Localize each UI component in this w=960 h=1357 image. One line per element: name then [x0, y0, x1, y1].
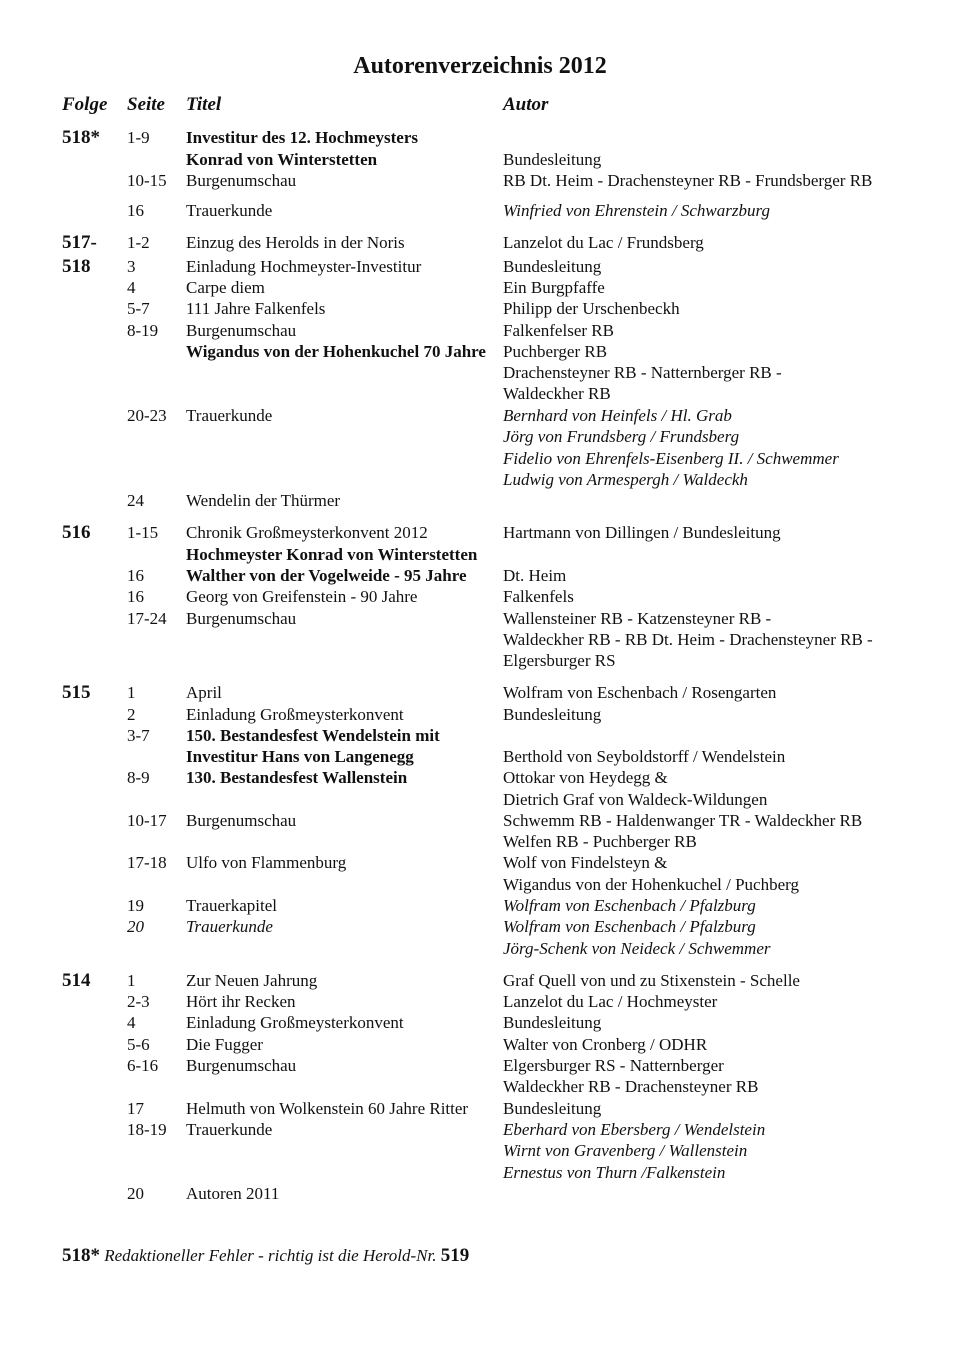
cell-seite: 3: [127, 257, 136, 276]
cell-seite: 1-2: [127, 233, 150, 252]
cell-titel: Einladung Großmeysterkonvent: [186, 1013, 404, 1032]
table-row: [0, 544, 960, 565]
cell-seite: 6-16: [127, 1056, 159, 1075]
header-titel: Titel: [186, 94, 222, 115]
cell-seite: 20: [127, 1184, 144, 1203]
cell-autor: Ernestus von Thurn /Falkenstein: [503, 1163, 726, 1182]
cell-titel: Wendelin der Thürmer: [186, 491, 341, 510]
cell-seite: 1: [127, 683, 136, 702]
cell-folge: 517-: [62, 232, 97, 253]
table-row: [0, 789, 960, 810]
cell-titel: Georg von Greifenstein - 90 Jahre: [186, 587, 418, 606]
cell-autor: Fidelio von Ehrenfels-Eisenberg II. / Schwemmer: [503, 449, 839, 468]
cell-titel: Trauerkunde: [186, 201, 273, 220]
cell-seite: 1: [127, 971, 136, 990]
table-row: [0, 522, 960, 543]
cell-autor: Elgersburger RS: [503, 651, 616, 670]
footnote-marker: 518*: [62, 1245, 100, 1266]
cell-autor: RB Dt. Heim - Drachensteyner RB - Frundsberger RB: [503, 171, 873, 190]
cell-titel: Burgenumschau: [186, 1056, 297, 1075]
table-row: [0, 256, 960, 277]
cell-seite: 2-3: [127, 992, 150, 1011]
table-row: [0, 767, 960, 788]
table-row: [0, 1183, 960, 1204]
cell-seite: 1-9: [127, 128, 150, 147]
cell-titel: Burgenumschau: [186, 811, 297, 830]
table-row: [0, 362, 960, 383]
table-row: [0, 1034, 960, 1055]
cell-autor: Jörg von Frundsberg / Frundsberg: [503, 427, 740, 446]
cell-autor: Graf Quell von und zu Stixenstein - Schelle: [503, 971, 800, 990]
cell-titel: Walther von der Vogelweide - 95 Jahre: [186, 566, 467, 585]
cell-titel: Ulfo von Flammenburg: [186, 853, 347, 872]
table-row: [0, 1162, 960, 1183]
cell-titel: Hochmeyster Konrad von Winterstetten: [186, 545, 478, 564]
table-row: [0, 170, 960, 191]
cell-titel: Die Fugger: [186, 1035, 263, 1054]
cell-seite: 16: [127, 566, 144, 585]
cell-autor: Lanzelot du Lac / Hochmeyster: [503, 992, 718, 1011]
table-row: [0, 1098, 960, 1119]
cell-seite: 3-7: [127, 726, 150, 745]
table-row: [0, 127, 960, 148]
table-row: [0, 1055, 960, 1076]
cell-titel: April: [186, 683, 222, 702]
cell-autor: Waldeckher RB - Drachensteyner RB: [503, 1077, 759, 1096]
table-row: [0, 1012, 960, 1033]
cell-autor: Wirnt von Gravenberg / Wallenstein: [503, 1141, 748, 1160]
table-row: [0, 426, 960, 447]
cell-titel: Helmuth von Wolkenstein 60 Jahre Ritter: [186, 1099, 469, 1118]
cell-autor: Welfen RB - Puchberger RB: [503, 832, 697, 851]
table-row: [0, 320, 960, 341]
table-row: [0, 608, 960, 629]
table-row: [0, 565, 960, 586]
cell-seite: 4: [127, 1013, 136, 1032]
cell-autor: Waldeckher RB - RB Dt. Heim - Drachensteyner RB -: [503, 630, 873, 649]
cell-autor: Hartmann von Dillingen / Bundesleitung: [503, 523, 781, 542]
table-row: [0, 970, 960, 991]
cell-autor: Puchberger RB: [503, 342, 608, 361]
cell-folge: 515: [62, 682, 91, 703]
cell-folge: 516: [62, 522, 91, 543]
table-row: [0, 341, 960, 362]
cell-autor: Ludwig von Armespergh / Waldeckh: [503, 470, 748, 489]
cell-titel: Trauerkapitel: [186, 896, 277, 915]
cell-autor: Waldeckher RB: [503, 384, 611, 403]
cell-autor: Bernhard von Heinfels / Hl. Grab: [503, 406, 732, 425]
cell-autor: Bundesleitung: [503, 1099, 602, 1118]
cell-seite: 1-15: [127, 523, 159, 542]
cell-autor: Wolf von Findelsteyn &: [503, 853, 668, 872]
cell-autor: Winfried von Ehrenstein / Schwarzburg: [503, 201, 770, 220]
cell-titel: Einladung Hochmeyster-Investitur: [186, 257, 422, 276]
cell-autor: Wallensteiner RB - Katzensteyner RB -: [503, 609, 772, 628]
cell-titel: Burgenumschau: [186, 321, 297, 340]
table-row: [0, 650, 960, 671]
cell-titel: 130. Bestandesfest Wallenstein: [186, 768, 408, 787]
cell-autor: Jörg-Schenk von Neideck / Schwemmer: [503, 939, 771, 958]
cell-folge: 518: [62, 256, 91, 277]
table-row: [0, 991, 960, 1012]
cell-seite: 10-17: [127, 811, 167, 830]
table-row: [0, 916, 960, 937]
cell-titel: Konrad von Winterstetten: [186, 150, 378, 169]
cell-seite: 19: [127, 896, 144, 915]
cell-autor: Drachensteyner RB - Natternberger RB -: [503, 363, 782, 382]
cell-seite: 17-24: [127, 609, 167, 628]
page-title: Autorenverzeichnis 2012: [353, 53, 607, 79]
header-folge: Folge: [62, 94, 108, 115]
cell-titel: Investitur des 12. Hochmeysters: [186, 128, 418, 147]
cell-titel: Autoren 2011: [186, 1184, 280, 1203]
table-row: [0, 704, 960, 725]
table-row: [0, 490, 960, 511]
header-autor: Autor: [503, 94, 549, 115]
table-row: [0, 629, 960, 650]
cell-titel: Trauerkunde: [186, 917, 273, 936]
table-row: [0, 810, 960, 831]
cell-autor: Wolfram von Eschenbach / Pfalzburg: [503, 917, 756, 936]
cell-autor: Bundesleitung: [503, 705, 602, 724]
cell-seite: 17: [127, 1099, 144, 1118]
table-row: [0, 831, 960, 852]
cell-titel: Einladung Großmeysterkonvent: [186, 705, 404, 724]
table-row: [0, 1076, 960, 1097]
cell-folge: 518*: [62, 127, 100, 148]
cell-titel: Burgenumschau: [186, 171, 297, 190]
cell-titel: Trauerkunde: [186, 1120, 273, 1139]
cell-seite: 5-7: [127, 299, 150, 318]
table-row: [0, 1119, 960, 1140]
cell-autor: Ein Burgpfaffe: [503, 278, 605, 297]
cell-seite: 10-15: [127, 171, 167, 190]
cell-autor: Falkenfelser RB: [503, 321, 614, 340]
table-row: [0, 405, 960, 426]
table-row: [0, 298, 960, 319]
cell-seite: 18-19: [127, 1120, 167, 1139]
table-row: [0, 149, 960, 170]
cell-seite: 5-6: [127, 1035, 150, 1054]
cell-seite: 16: [127, 201, 144, 220]
table-row: [0, 938, 960, 959]
cell-titel: Carpe diem: [186, 278, 265, 297]
table-row: [0, 448, 960, 469]
cell-seite: 8-9: [127, 768, 150, 787]
cell-autor: Lanzelot du Lac / Frundsberg: [503, 233, 704, 252]
cell-seite: 20-23: [127, 406, 167, 425]
table-row: [0, 1140, 960, 1161]
cell-seite: 4: [127, 278, 136, 297]
cell-titel: 111 Jahre Falkenfels: [186, 299, 326, 318]
table-row: [0, 725, 960, 746]
cell-titel: Einzug des Herolds in der Noris: [186, 233, 405, 252]
table-row: [0, 277, 960, 298]
cell-autor: Ottokar von Heydegg &: [503, 768, 668, 787]
table-row: [0, 383, 960, 404]
table-row: [0, 852, 960, 873]
table-row: [0, 232, 960, 253]
cell-titel: Investitur Hans von Langenegg: [186, 747, 414, 766]
cell-titel: Chronik Großmeysterkonvent 2012: [186, 523, 428, 542]
table-row: [0, 895, 960, 916]
cell-autor: Bundesleitung: [503, 1013, 602, 1032]
cell-seite: 20: [127, 917, 144, 936]
cell-autor: Elgersburger RS - Natternberger: [503, 1056, 724, 1075]
footnote-number: 519: [440, 1245, 470, 1266]
cell-seite: 24: [127, 491, 144, 510]
cell-autor: Philipp der Urschenbeckh: [503, 299, 680, 318]
table-row: [0, 469, 960, 490]
cell-seite: 8-19: [127, 321, 159, 340]
cell-autor: Dt. Heim: [503, 566, 567, 585]
cell-titel: Zur Neuen Jahrung: [186, 971, 318, 990]
table-row: [0, 874, 960, 895]
cell-folge: 514: [62, 970, 91, 991]
cell-seite: 17-18: [127, 853, 167, 872]
cell-titel: 150. Bestandesfest Wendelstein mit: [186, 726, 440, 745]
cell-autor: Walter von Cronberg / ODHR: [503, 1035, 708, 1054]
footnote-text: Redaktioneller Fehler - richtig ist die Herold-Nr.: [104, 1246, 437, 1265]
cell-titel: Hört ihr Recken: [186, 992, 296, 1011]
footnote: [62, 1245, 469, 1267]
cell-titel: Trauerkunde: [186, 406, 273, 425]
cell-autor: Wigandus von der Hohenkuchel / Puchberg: [503, 875, 799, 894]
header-seite: Seite: [127, 94, 165, 115]
cell-autor: Dietrich Graf von Waldeck-Wildungen: [503, 790, 768, 809]
cell-seite: 2: [127, 705, 136, 724]
cell-autor: Schwemm RB - Haldenwanger TR - Waldeckher RB: [503, 811, 863, 830]
cell-autor: Wolfram von Eschenbach / Rosengarten: [503, 683, 777, 702]
cell-autor: Falkenfels: [503, 587, 574, 606]
cell-autor: Wolfram von Eschenbach / Pfalzburg: [503, 896, 756, 915]
cell-autor: Berthold von Seyboldstorff / Wendelstein: [503, 747, 786, 766]
cell-titel: Burgenumschau: [186, 609, 297, 628]
cell-autor: Bundesleitung: [503, 150, 602, 169]
table-row: [0, 200, 960, 221]
cell-titel: Wigandus von der Hohenkuchel 70 Jahre: [186, 342, 486, 361]
table-row: [0, 682, 960, 703]
cell-autor: Eberhard von Ebersberg / Wendelstein: [503, 1120, 766, 1139]
cell-autor: Bundesleitung: [503, 257, 602, 276]
table-row: [0, 746, 960, 767]
cell-seite: 16: [127, 587, 144, 606]
table-row: [0, 586, 960, 607]
